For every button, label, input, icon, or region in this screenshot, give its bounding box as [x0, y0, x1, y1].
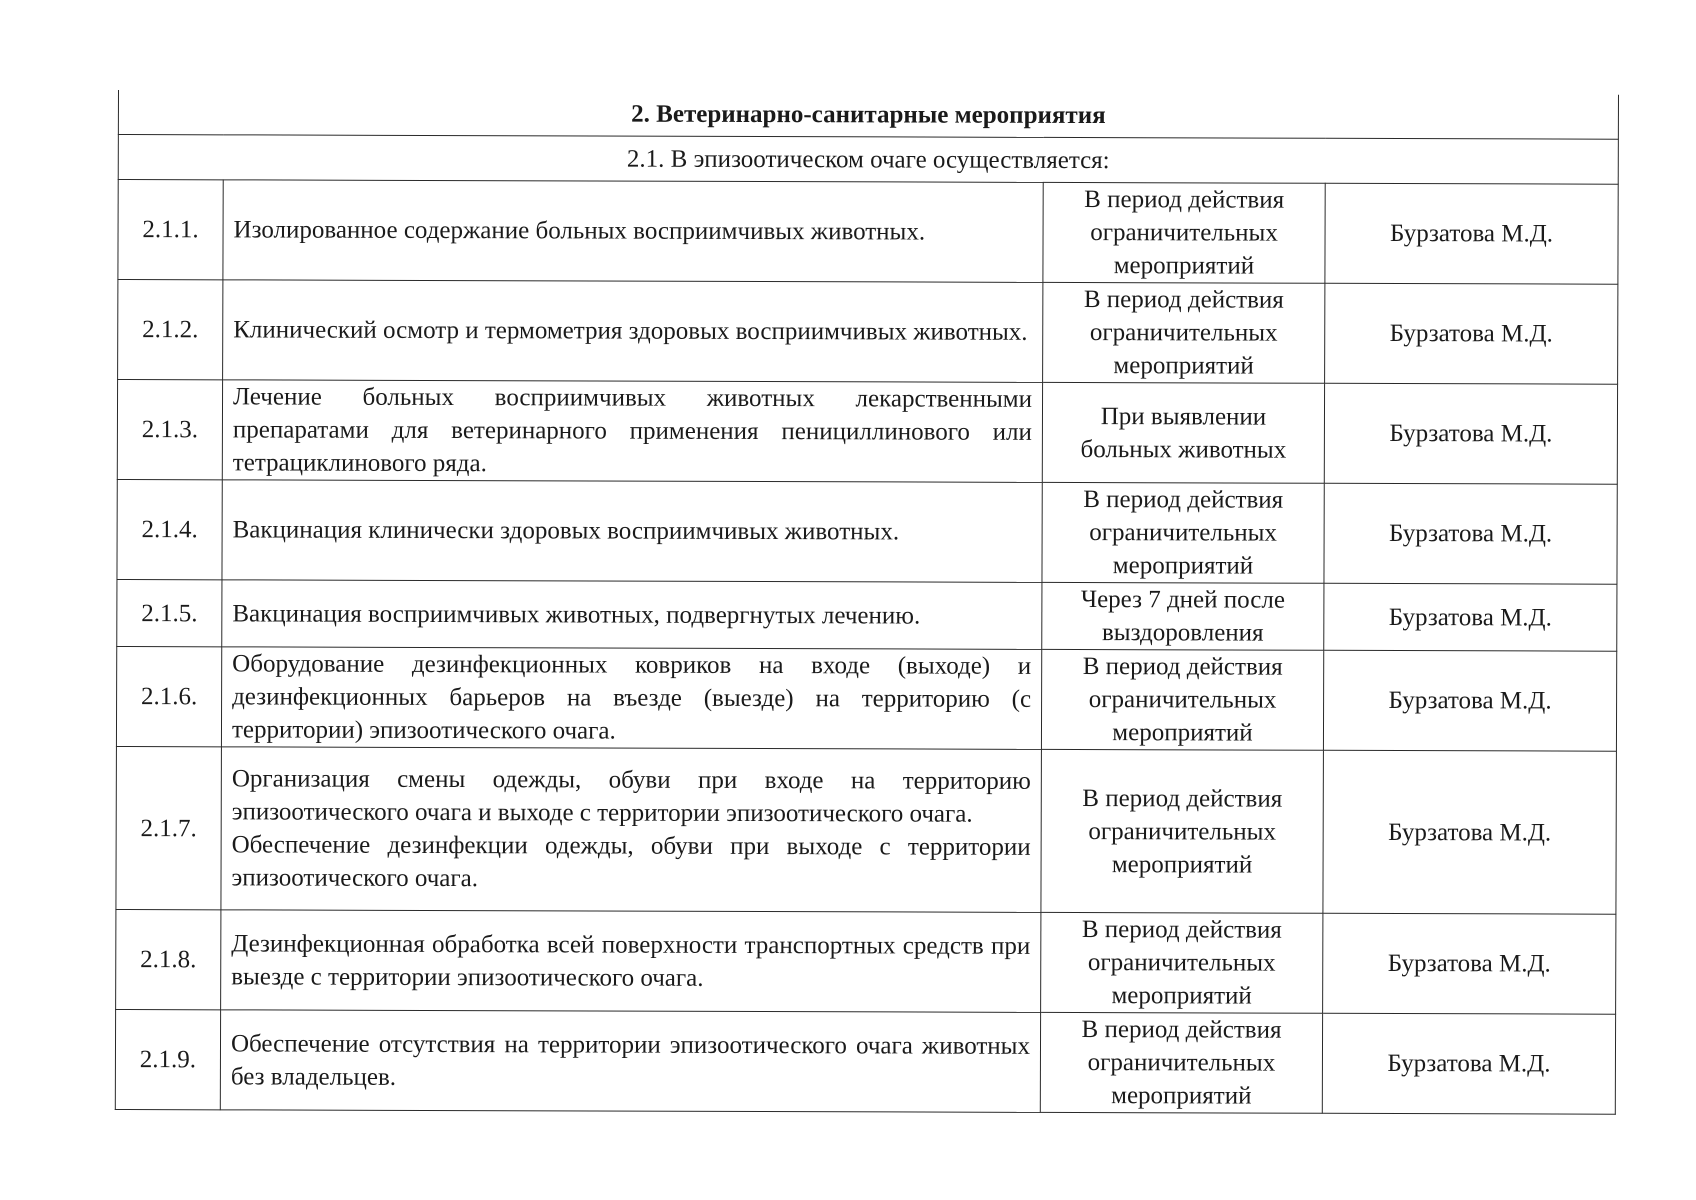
item-responsible: Бурзатова М.Д. — [1325, 283, 1618, 384]
item-responsible: Бурзатова М.Д. — [1322, 1013, 1615, 1114]
item-timing: В период действия ограничительных мероприятий — [1041, 749, 1324, 913]
table-row — [118, 180, 1618, 285]
item-responsible: Бурзатова М.Д. — [1323, 750, 1617, 914]
subsection-title-row — [118, 135, 1618, 185]
item-number: 2.1.4. — [117, 479, 222, 579]
section-title: 2. Ветеринарно-санитарные мероприятия — [118, 90, 1618, 139]
item-number: 2.1.1. — [118, 180, 223, 280]
description-paragraph: Обеспечение дезинфекции одежды, обуви при выходе с территории эпизоотического очага. — [231, 831, 1031, 893]
item-number: 2.1.3. — [117, 380, 222, 480]
description-paragraph: Организация смены одежды, обуви при входе на территорию эпизоотического очага и выходе с территории эпизоотического очага. — [231, 765, 1031, 828]
item-number: 2.1.6. — [116, 646, 221, 746]
item-timing: В период действия ограничительных мероприятий — [1043, 282, 1325, 383]
item-description: Вакцинация клинически здоровых восприимчивых животных. — [222, 480, 1042, 583]
table-row — [118, 280, 1618, 385]
measures-table — [115, 90, 1619, 1115]
item-description — [221, 747, 1042, 913]
table-row — [116, 909, 1616, 1014]
item-responsible: Бурзатова М.Д. — [1324, 483, 1617, 584]
table-row — [116, 746, 1617, 914]
item-description: Вакцинация восприимчивых животных, подвергнутых лечению. — [222, 580, 1042, 650]
item-number: 2.1.5. — [117, 579, 222, 646]
item-timing: В период действия ограничительных мероприятий — [1042, 482, 1324, 583]
item-responsible: Бурзатова М.Д. — [1324, 383, 1617, 484]
item-responsible: Бурзатова М.Д. — [1323, 650, 1616, 751]
item-responsible: Бурзатова М.Д. — [1323, 913, 1616, 1014]
item-timing: В период действия ограничительных мероприятий — [1041, 649, 1323, 750]
table-row — [115, 1009, 1615, 1114]
item-description: Лечение больных восприимчивых животных лекарственными препаратами для ветеринарного применения пенициллинового или тетрациклинового ряда. — [222, 380, 1042, 483]
table-row — [117, 479, 1617, 584]
item-timing: В период действия ограничительных мероприятий — [1043, 182, 1325, 283]
item-timing: При выявлении больных животных — [1042, 382, 1324, 483]
table-row — [116, 646, 1616, 751]
table-row — [117, 380, 1617, 485]
section-title-row — [118, 90, 1618, 139]
item-responsible: Бурзатова М.Д. — [1324, 583, 1617, 651]
table-row — [117, 579, 1617, 651]
item-timing: Через 7 дней после выздоровления — [1042, 582, 1324, 650]
item-number: 2.1.9. — [115, 1009, 220, 1109]
item-description: Обеспечение отсутствия на территории эпизоотического очага животных без владельцев. — [220, 1010, 1040, 1113]
item-number: 2.1.7. — [116, 746, 222, 909]
item-number: 2.1.2. — [118, 280, 223, 380]
item-description: Клинический осмотр и термометрия здоровых восприимчивых животных. — [223, 280, 1043, 383]
item-description: Дезинфекционная обработка всей поверхности транспортных средств при выезде с территории эпизоотического очага. — [221, 910, 1041, 1013]
item-responsible: Бурзатова М.Д. — [1325, 183, 1618, 284]
item-timing: В период действия ограничительных мероприятий — [1040, 1012, 1322, 1113]
item-timing: В период действия ограничительных мероприятий — [1041, 912, 1323, 1013]
subsection-title: 2.1. В эпизоотическом очаге осуществляется: — [118, 135, 1618, 185]
item-number: 2.1.8. — [116, 909, 221, 1009]
item-description: Оборудование дезинфекционных ковриков на входе (выходе) и дезинфекционных барьеров на въезде (выезде) на территорию (с территории) эпизоотического очага. — [221, 647, 1041, 750]
item-description: Изолированное содержание больных восприимчивых животных. — [223, 180, 1043, 283]
